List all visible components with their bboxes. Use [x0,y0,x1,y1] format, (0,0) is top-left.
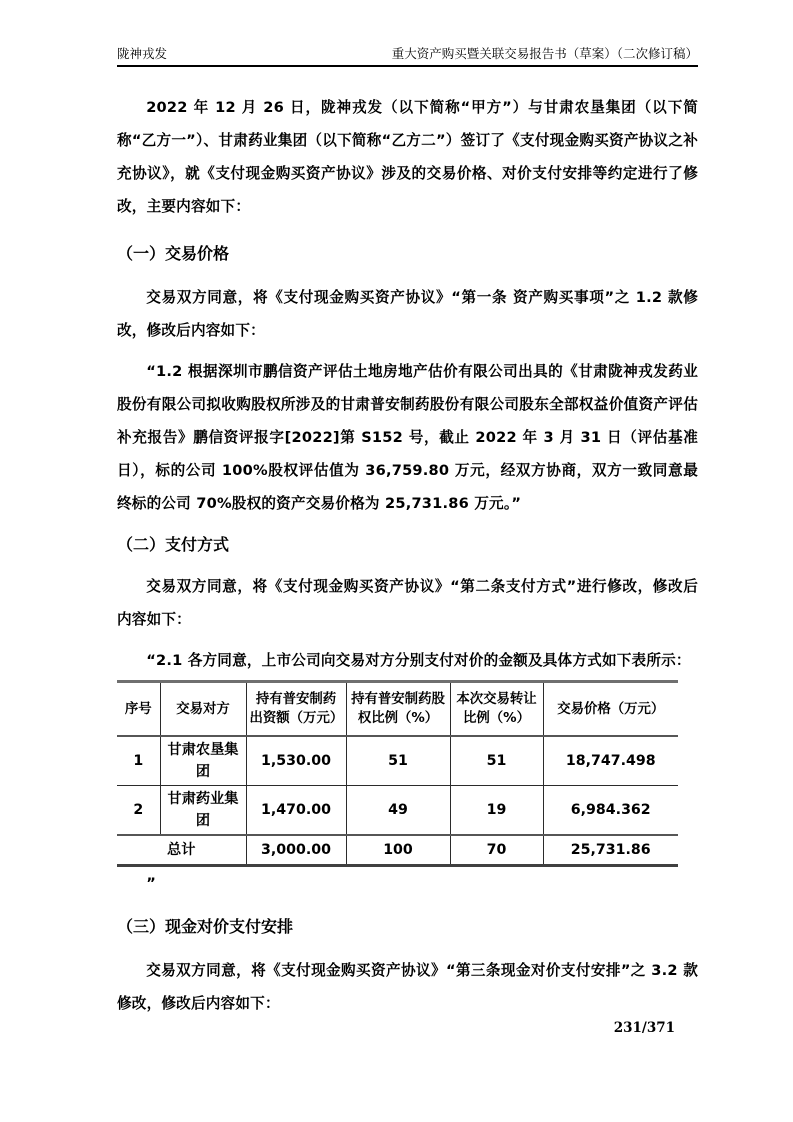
cell-total-capital: 3,000.00 [246,835,346,866]
cell-capital: 1,470.00 [246,786,346,836]
cell-transfer-ratio: 19 [450,786,543,836]
cell-capital: 1,530.00 [246,736,346,786]
payment-table [117,680,678,867]
col-header-index: 序号 [124,701,152,717]
cell-counterparty: 甘肃农垦集团 [160,736,246,786]
col-header-transfer-ratio: 本次交易转让比例（%） [450,682,543,737]
section1-heading: （一）交易价格 [117,244,230,263]
cell-index: 1 [133,753,144,769]
section3-heading: （三）现金对价支付安排 [117,917,294,936]
col-header-counterparty: 交易对方 [160,682,246,737]
page-number: 231/371 [613,1020,675,1036]
cell-transfer-ratio: 51 [450,736,543,786]
cell-price: 6,984.362 [543,786,678,836]
page-content [117,0,698,1020]
cell-total-label: 总计 [167,842,196,858]
header-company-name: 陇神戎发 [117,46,168,61]
cell-counterparty: 甘肃药业集团 [160,786,246,836]
cell-equity-ratio: 51 [346,736,450,786]
col-header-price: 交易价格（万元） [543,682,678,737]
page-header [117,0,698,67]
section2-paragraph-2: “2.1 各方同意，上市公司向交易对方分别支付对价的金额及具体方式如下表所示： [146,652,691,669]
section3-paragraph-1: 交易双方同意，将《支付现金购买资产协议》“第三条现金对价支付安排”之 3.2 款修改，修改后内容如下： [117,962,698,1012]
intro-paragraph: 2022 年 12 月 26 日，陇神戎发（以下简称“甲方”）与甘肃农垦集团（以下简称“乙方一”）、甘肃药业集团（以下简称“乙方二”）签订了《支付现金购买资产协议之补充协议》，就《支付现金购买资产协议》涉及的交易价格、对价支付安排等约定进行了修改，主要内容如下： [117,99,698,215]
cell-total-transfer-ratio: 70 [450,835,543,866]
cell-index: 2 [133,802,144,818]
section2-heading: （二）支付方式 [117,535,230,554]
table-total-row [117,835,678,866]
section1-paragraph-2: “1.2 根据深圳市鹏信资产评估土地房地产估价有限公司出具的《甘肃陇神戎发药业股份有限公司拟收购股权所涉及的甘肃普安制药股份有限公司股东全部权益价值资产评估补充报告》鹏信资评报字[2022]第 S152 号，截止 2022 年 3 月 31 日（评估基准日），标的公司 100%股权评估值为 36,759.80 万元，经双方协商，双方一致同意最终标的公司 70%股权的资产交易价格为 25,731.86 万元。” [117,363,698,512]
col-header-equity-ratio: 持有普安制药股权比例（%） [346,682,450,737]
table-row [117,786,678,836]
cell-total-price: 25,731.86 [543,835,678,866]
header-report-title: 重大资产购买暨关联交易报告书（草案）（二次修订稿） [391,46,698,61]
table-closing-quote: ” [146,875,156,892]
cell-equity-ratio: 49 [346,786,450,836]
col-header-capital: 持有普安制药出资额（万元） [246,682,346,737]
table-header-row [117,682,678,737]
section1-paragraph-1: 交易双方同意，将《支付现金购买资产协议》“第一条 资产购买事项”之 1.2 款修改，修改后内容如下： [117,289,698,339]
cell-total-equity-ratio: 100 [346,835,450,866]
section2-paragraph-1: 交易双方同意，将《支付现金购买资产协议》“第二条支付方式”进行修改，修改后内容如下： [117,578,698,628]
table-row [117,736,678,786]
cell-price: 18,747.498 [543,736,678,786]
